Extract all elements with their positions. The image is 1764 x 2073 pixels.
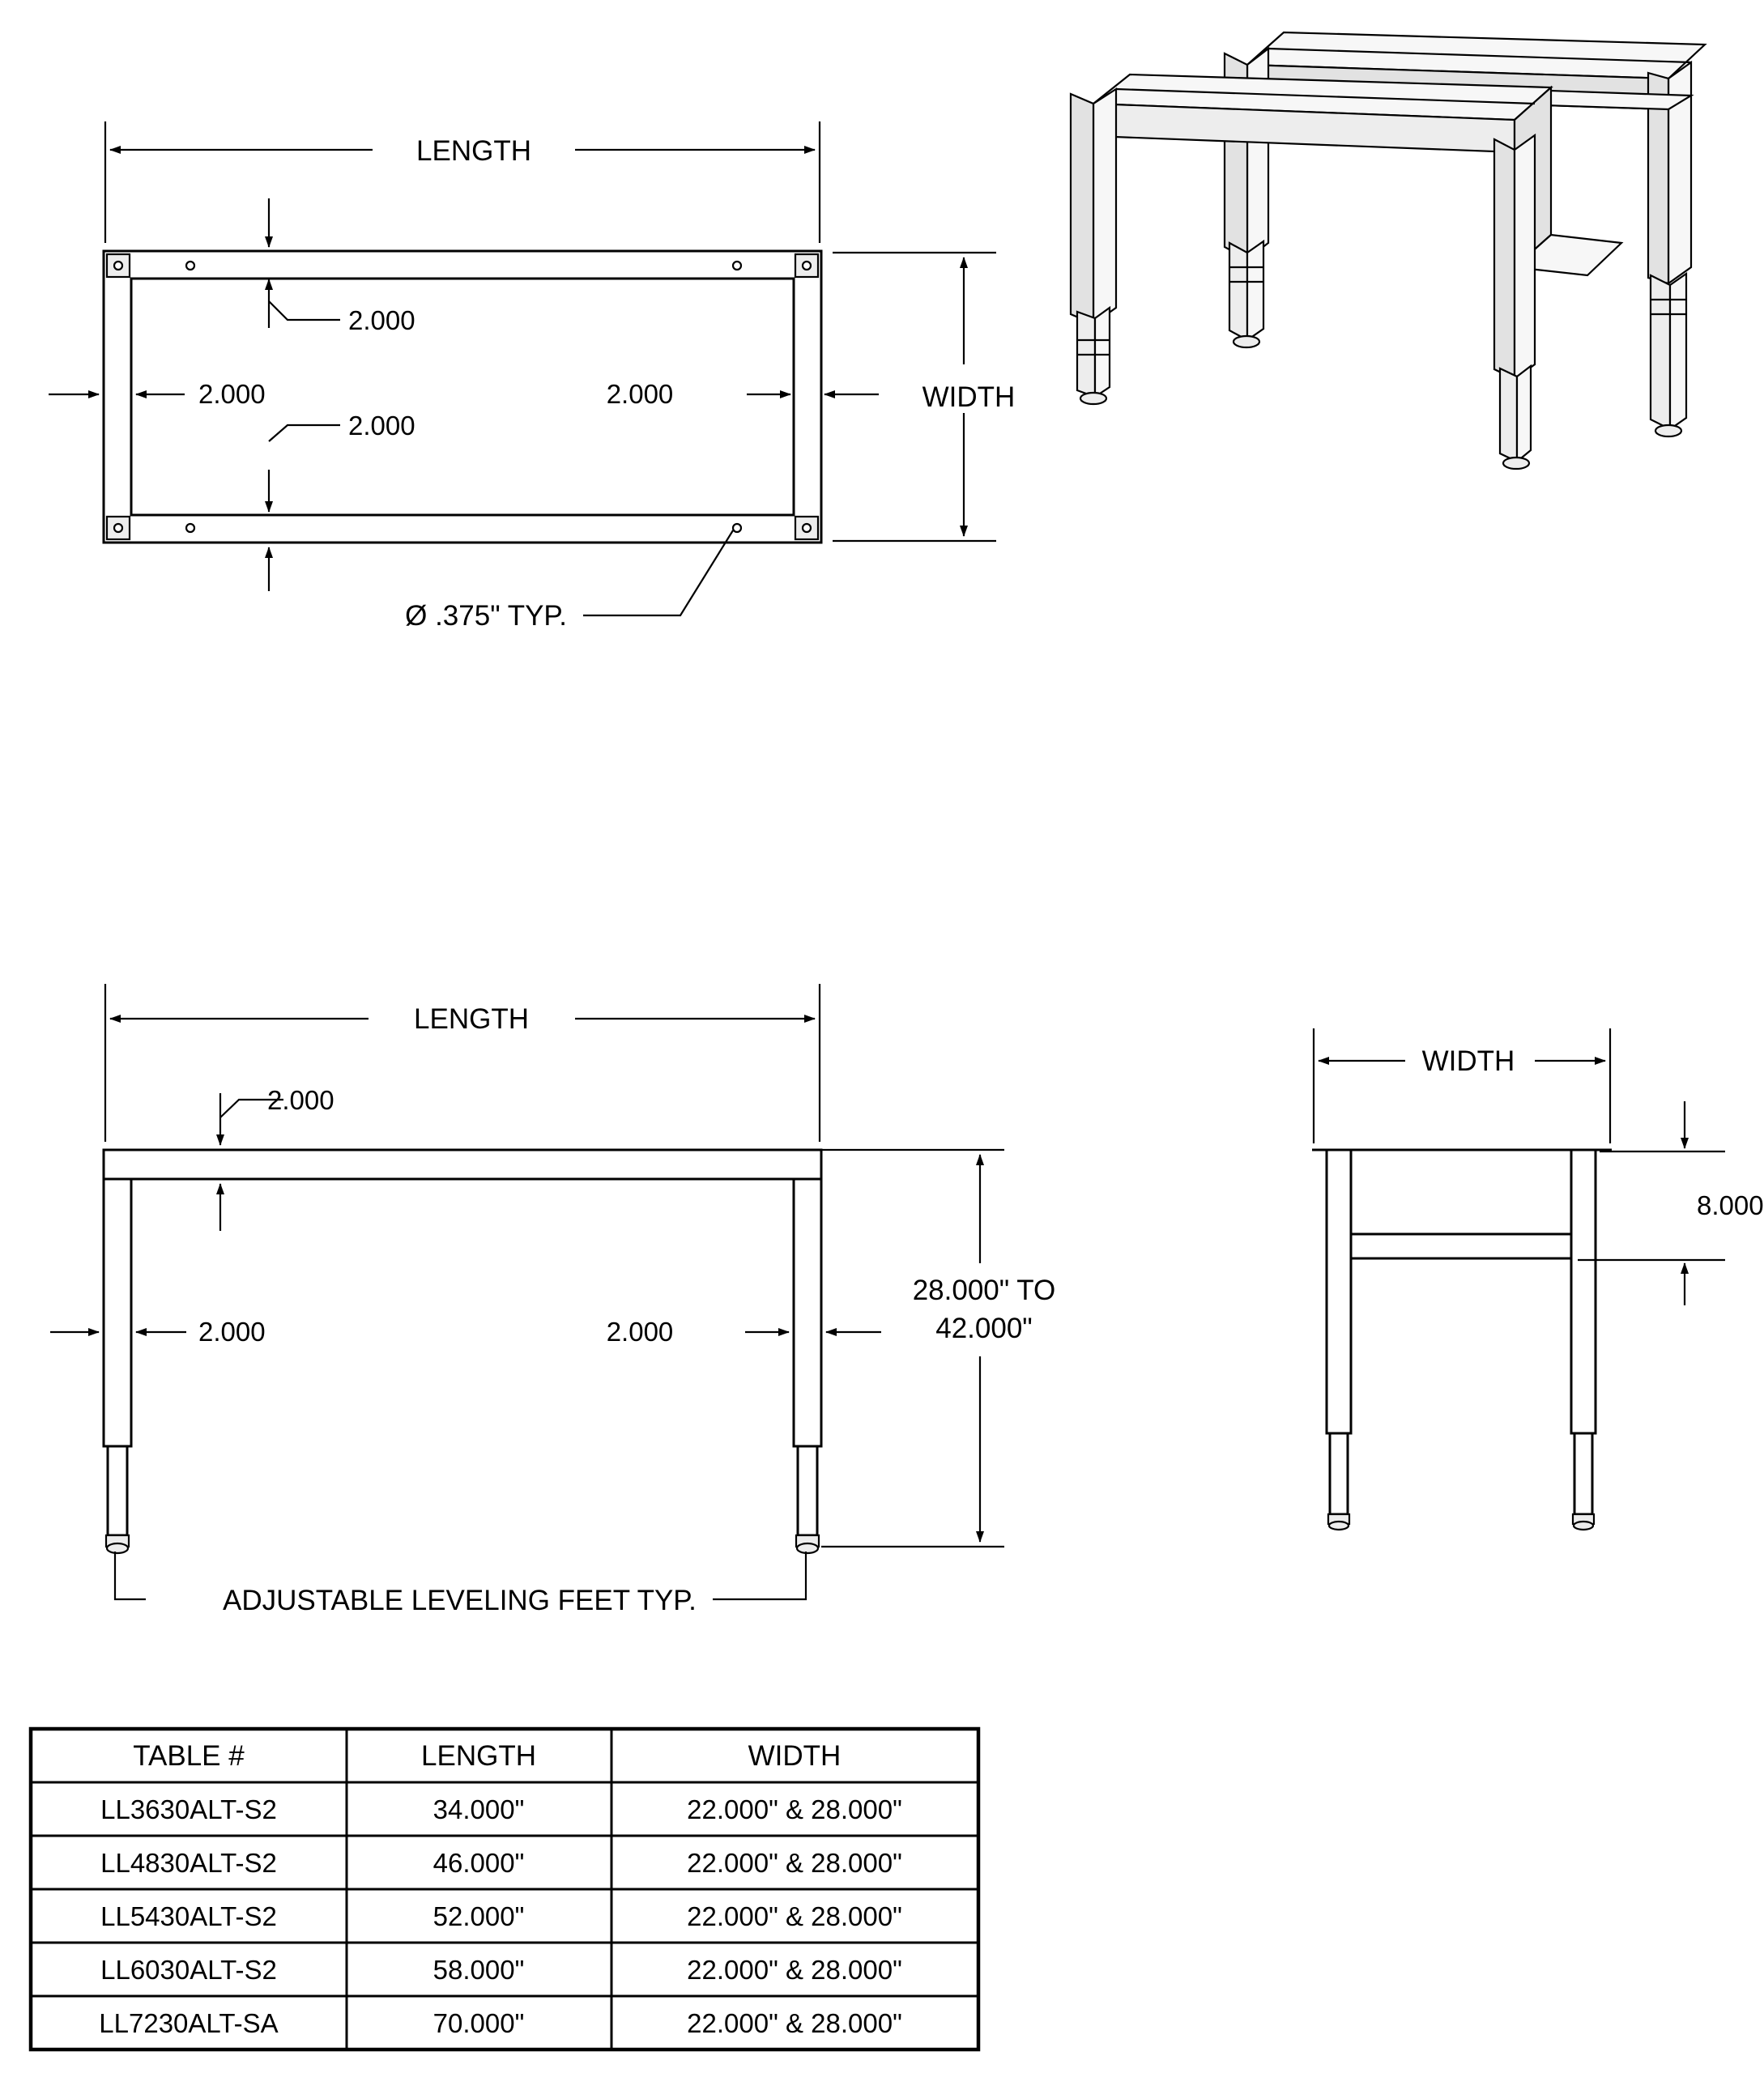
top-view bbox=[49, 121, 1041, 632]
iso-foot-fr bbox=[1503, 458, 1529, 469]
front-view bbox=[50, 984, 1158, 1616]
mount-hole bbox=[186, 262, 194, 270]
front-dim-left-leg: 2.000 bbox=[198, 1317, 266, 1347]
front-left-leg-lower bbox=[108, 1446, 127, 1535]
feet-leader-left bbox=[115, 1552, 146, 1599]
side-left-leg bbox=[1327, 1150, 1351, 1433]
table-cell: 58.000" bbox=[432, 1955, 525, 1985]
side-right-leg-lower bbox=[1574, 1433, 1592, 1514]
side-right-foot-pad bbox=[1574, 1522, 1593, 1530]
table-header-1: LENGTH bbox=[421, 1740, 536, 1772]
front-left-foot-pad bbox=[107, 1543, 128, 1553]
top-dim-left-rail: 2.000 bbox=[198, 379, 266, 409]
iso-foot-rl bbox=[1234, 336, 1259, 347]
table-cell: 22.000" & 28.000" bbox=[687, 1955, 902, 1985]
corner-hole-br bbox=[803, 524, 811, 532]
top-dim-right-rail: 2.000 bbox=[606, 379, 674, 409]
front-right-foot-pad bbox=[797, 1543, 818, 1553]
table-cell: 22.000" & 28.000" bbox=[687, 1848, 902, 1878]
table-cell: 22.000" & 28.000" bbox=[687, 1901, 902, 1931]
side-stretcher bbox=[1351, 1234, 1571, 1258]
hole-diameter-note: Ø .375" TYP. bbox=[405, 600, 567, 632]
mount-hole bbox=[186, 524, 194, 532]
table-cell: 34.000" bbox=[432, 1794, 525, 1824]
iso-leg-rl-lower-side bbox=[1247, 241, 1263, 340]
top-width-label: WIDTH bbox=[922, 381, 1016, 413]
side-view bbox=[1312, 1028, 1764, 1530]
table-header-2: WIDTH bbox=[748, 1740, 842, 1772]
iso-leg-fr-lower bbox=[1500, 368, 1517, 462]
top-dim-upper-rail: 2.000 bbox=[348, 305, 415, 335]
top-length-label: LENGTH bbox=[416, 135, 531, 167]
side-width-label: WIDTH bbox=[1421, 1045, 1515, 1077]
mount-hole bbox=[733, 262, 741, 270]
table-cell: 22.000" & 28.000" bbox=[687, 2008, 902, 2038]
iso-leg-rr-lower bbox=[1651, 275, 1670, 429]
table-cell: LL3630ALT-S2 bbox=[100, 1794, 277, 1824]
iso-leg-fr-lower-side bbox=[1517, 366, 1531, 462]
corner-hole-tl bbox=[114, 262, 122, 270]
front-left-leg-upper bbox=[104, 1179, 131, 1446]
feet-note: ADJUSTABLE LEVELING FEET TYP. bbox=[223, 1585, 697, 1616]
iso-leg-fl-side bbox=[1093, 89, 1116, 324]
corner-hole-tr bbox=[803, 262, 811, 270]
table-cell: LL7230ALT-SA bbox=[99, 2008, 279, 2038]
iso-leg-fl-front bbox=[1071, 94, 1093, 324]
table-cell: 22.000" & 28.000" bbox=[687, 1794, 902, 1824]
table-header-0: TABLE # bbox=[133, 1740, 245, 1772]
side-right-leg bbox=[1571, 1150, 1596, 1433]
iso-foot-rr bbox=[1655, 425, 1681, 436]
top-dim-lower-rail: 2.000 bbox=[348, 411, 415, 441]
corner-hole-bl bbox=[114, 524, 122, 532]
front-height-label-1: 28.000" TO bbox=[912, 1275, 1056, 1306]
side-left-foot-pad bbox=[1329, 1522, 1349, 1530]
front-right-leg-lower bbox=[798, 1446, 817, 1535]
table-cell: 46.000" bbox=[432, 1848, 525, 1878]
table-cell: 70.000" bbox=[432, 2008, 525, 2038]
side-left-leg-lower bbox=[1330, 1433, 1348, 1514]
iso-leg-fr-side bbox=[1515, 135, 1535, 379]
side-stretcher-dim: 8.000 bbox=[1697, 1190, 1764, 1220]
iso-leg-fl-lower-side bbox=[1095, 308, 1110, 397]
iso-foot-fl bbox=[1080, 393, 1106, 404]
front-dim-top-rail: 2.000 bbox=[267, 1085, 334, 1115]
parts-table bbox=[31, 1729, 978, 2050]
table-cell: LL4830ALT-S2 bbox=[100, 1848, 277, 1878]
front-height-label-2: 42.000" bbox=[935, 1313, 1033, 1344]
front-dim-right-leg: 2.000 bbox=[606, 1317, 674, 1347]
mount-hole bbox=[733, 524, 741, 532]
iso-leg-fr-front bbox=[1494, 139, 1515, 379]
table-cell: LL5430ALT-S2 bbox=[100, 1901, 277, 1931]
front-right-leg-upper bbox=[794, 1179, 821, 1446]
isometric-view bbox=[1071, 32, 1705, 469]
table-cell: 52.000" bbox=[432, 1901, 525, 1931]
iso-leg-rl-lower bbox=[1229, 243, 1247, 340]
iso-leg-rr-lower-side bbox=[1670, 274, 1686, 429]
table-cell: LL6030ALT-S2 bbox=[100, 1955, 277, 1985]
front-length-label: LENGTH bbox=[414, 1003, 529, 1035]
feet-leader-right bbox=[713, 1552, 806, 1599]
front-top-rail bbox=[104, 1150, 821, 1179]
